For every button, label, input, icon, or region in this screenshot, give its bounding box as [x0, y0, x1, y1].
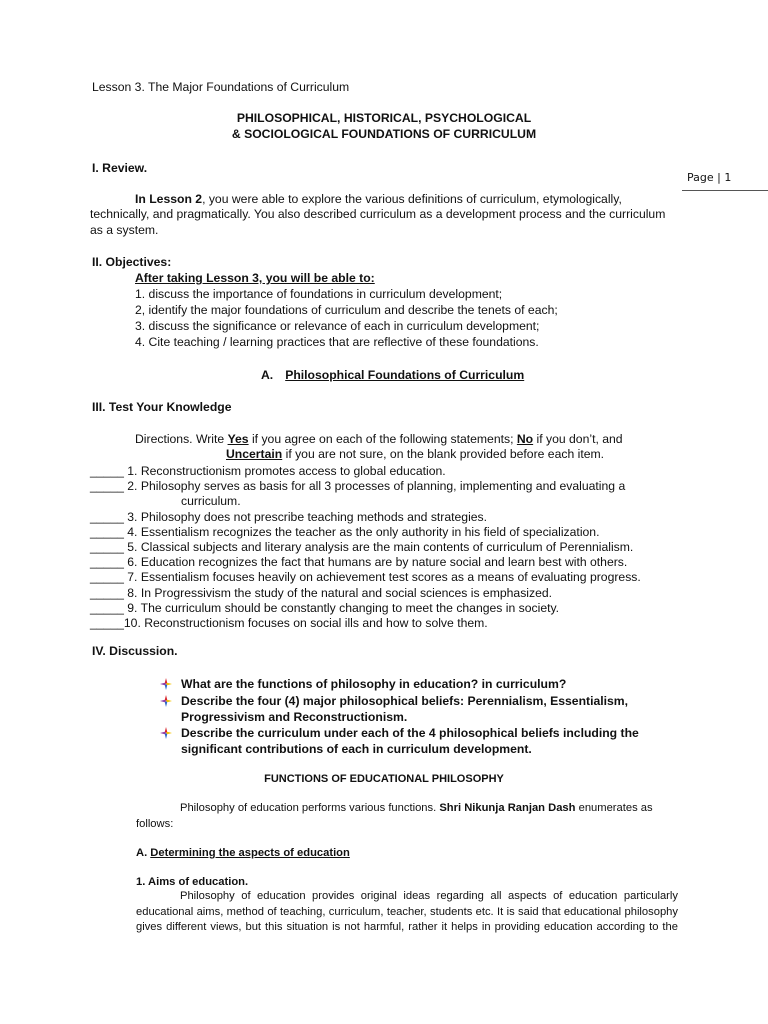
- test-item-text: Essentialism recognizes the teacher as the only authority in his field of specialization.: [137, 524, 600, 539]
- test-item-text: curriculum.: [181, 494, 241, 509]
- objective-item: 4. Cite teaching / learning practices that are reflective of these foundations.: [135, 335, 539, 349]
- test-item-text: Education recognizes the fact that humans are by nature social and learn best with others.: [137, 555, 628, 570]
- test-item: [90, 464, 446, 479]
- item-body-line: educational aims, method of teaching, curriculum, teacher, students etc. It is said that educational philosophy: [136, 906, 678, 918]
- test-item-number: 5.: [123, 540, 138, 554]
- main-heading-line-2: & SOCIOLOGICAL FOUNDATIONS OF CURRICULUM: [231, 127, 537, 141]
- discussion-bullet-text: Describe the curriculum under each of the 4 philosophical beliefs including the: [181, 726, 639, 740]
- test-item-number: 8.: [123, 585, 138, 600]
- test-item: [90, 616, 488, 631]
- test-item-text: In Progressivism the study of the natural and social sciences is emphasized.: [137, 585, 553, 600]
- review-text-2: technically, and pragmatically. You also described curriculum as a development process and the curriculum: [90, 207, 666, 221]
- answer-blank[interactable]: _____: [90, 585, 124, 600]
- review-heading: I. Review.: [92, 161, 148, 175]
- test-item-text: Philosophy does not prescribe teaching methods and strategies.: [137, 509, 488, 524]
- answer-blank[interactable]: _____: [90, 555, 124, 570]
- subsection-heading: [136, 846, 350, 861]
- discussion-bullet-text: Describe the four (4) major philosophical beliefs: Perennialism, Essentialism,: [181, 694, 629, 708]
- test-item-text: Reconstructionism focuses on social ills and how to solve them.: [140, 616, 488, 630]
- directions-text: if you don’t, and: [533, 432, 623, 446]
- answer-blank[interactable]: _____: [90, 600, 124, 615]
- functions-intro-text: Philosophy of education performs various functions.: [180, 802, 440, 814]
- objectives-heading: II. Objectives:: [92, 255, 172, 269]
- discussion-bullet-text: Progressivism and Reconstructionism.: [181, 710, 408, 724]
- section-a-title: Philosophical Foundations of Curriculum: [285, 368, 525, 382]
- test-item: [90, 601, 559, 616]
- objective-item: 1. discuss the importance of foundations in curriculum development;: [135, 287, 503, 301]
- test-item: [181, 494, 241, 509]
- test-item: [90, 479, 625, 494]
- main-heading-line-1: PHILOSOPHICAL, HISTORICAL, PSYCHOLOGICAL: [236, 111, 532, 125]
- answer-blank[interactable]: _____: [90, 616, 124, 630]
- test-item-number: 10.: [123, 616, 141, 630]
- test-directions-line-2: [226, 447, 604, 462]
- item-heading: 1. Aims of education.: [136, 876, 249, 888]
- review-text-1: , you were able to explore the various definitions of curriculum, etymologically,: [202, 192, 622, 206]
- functions-intro-author: Shri Nikunja Ranjan Dash: [439, 802, 576, 814]
- test-item: [90, 586, 552, 601]
- test-item: [90, 570, 641, 585]
- review-text-3: as a system.: [90, 223, 159, 237]
- functions-intro-text: enumerates as: [575, 802, 653, 814]
- diamond-bullet-icon: [160, 727, 172, 739]
- section-a-heading: [261, 368, 524, 383]
- test-directions-line-1: [135, 432, 623, 447]
- test-item-text: Classical subjects and literary analysis are the main contents of curriculum of Perennialism.: [137, 540, 634, 554]
- test-item-text: The curriculum should be constantly changing to meet the changes in society.: [137, 600, 560, 615]
- answer-blank[interactable]: _____: [90, 479, 124, 494]
- item-body-line: gives different views, but this situation is not harmful, rather it helps in providing education according to the: [136, 921, 678, 933]
- test-item: [90, 510, 487, 525]
- answer-blank[interactable]: _____: [90, 570, 124, 585]
- test-item-number: 2.: [123, 479, 138, 494]
- section-a-letter: A.: [261, 368, 274, 382]
- page-number-rule: [682, 190, 768, 191]
- directions-text: if you are not sure, on the blank provided before each item.: [282, 447, 605, 461]
- page-number: Page | 1: [687, 171, 732, 184]
- answer-blank[interactable]: _____: [90, 509, 124, 524]
- test-item-number: 7.: [123, 570, 138, 585]
- answer-blank[interactable]: _____: [90, 464, 124, 478]
- answer-blank[interactable]: _____: [90, 540, 124, 554]
- test-heading: III. Test Your Knowledge: [92, 400, 232, 414]
- item-body-text: Philosophy of education provides original ideas regarding all aspects of education particularly: [180, 890, 678, 902]
- objective-item: 2, identify the major foundations of curriculum and describe the tenets of each;: [135, 303, 558, 317]
- discussion-bullet-text: significant contributions of each in curriculum development.: [181, 742, 532, 756]
- directions-text: Directions. Write: [135, 432, 228, 446]
- item-body-line: [136, 889, 678, 905]
- directions-yes: Yes: [227, 432, 249, 446]
- functions-intro: [136, 801, 678, 817]
- answer-blank[interactable]: _____: [90, 524, 124, 539]
- discussion-bullet-text: What are the functions of philosophy in education? in curriculum?: [181, 677, 567, 691]
- test-item: [90, 525, 599, 540]
- objectives-subheading: After taking Lesson 3, you will be able to:: [135, 271, 375, 285]
- test-item: [90, 555, 627, 570]
- test-item-number: 1.: [123, 464, 138, 478]
- discussion-heading: IV. Discussion.: [92, 644, 178, 658]
- test-item-text: Essentialism focuses heavily on achievement test scores as a means of evaluating progress.: [137, 570, 641, 585]
- test-item: [90, 540, 633, 555]
- test-item-number: 3.: [123, 509, 138, 524]
- diamond-bullet-icon: [160, 695, 172, 707]
- directions-no: No: [516, 432, 534, 446]
- objective-item: 3. discuss the significance or relevance of each in curriculum development;: [135, 319, 540, 333]
- lesson-title: Lesson 3. The Major Foundations of Curriculum: [92, 80, 350, 94]
- test-item-number: 9.: [123, 600, 138, 615]
- test-item-text: Philosophy serves as basis for all 3 processes of planning, implementing and evaluating a: [137, 479, 626, 494]
- directions-text: if you agree on each of the following statements;: [248, 432, 517, 446]
- test-item-number: 4.: [123, 524, 138, 539]
- review-paragraph: [90, 192, 678, 208]
- functions-intro-line-2: follows:: [136, 818, 174, 830]
- review-lead: In Lesson 2: [135, 192, 203, 206]
- functions-heading: FUNCTIONS OF EDUCATIONAL PHILOSOPHY: [264, 773, 504, 785]
- test-item-number: 6.: [123, 555, 138, 570]
- diamond-bullet-icon: [160, 678, 172, 690]
- test-item-text: Reconstructionism promotes access to global education.: [137, 464, 446, 478]
- directions-uncertain: Uncertain: [226, 447, 283, 461]
- subsection-letter: A.: [136, 847, 151, 859]
- subsection-title: Determining the aspects of education: [150, 847, 350, 859]
